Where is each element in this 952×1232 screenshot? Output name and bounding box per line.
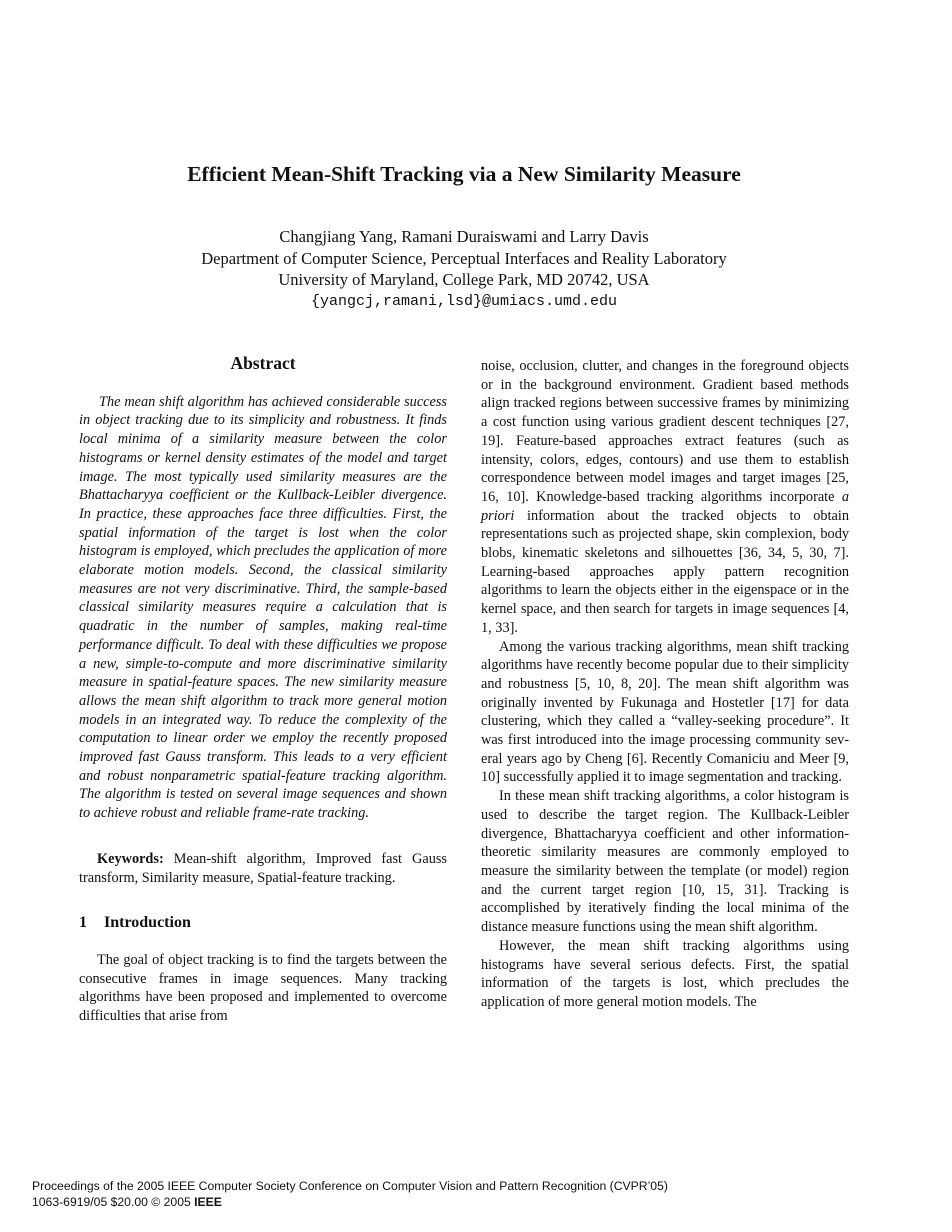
footer-copyright <box>32 1194 668 1210</box>
abstract-text: The mean shift algorithm has achieved considerable success in object tracking due to its simplicity and robustness. It finds local minima of a similarity measure between the color histograms or kernel density estimates of the model and target image. The most typically used similarity measures are the Bhattacharyya coefficient or the Kullback-Leibler divergence. In practice, these approaches face three difficulties. First, the spatial information of the target is lost when the color histogram is employed, which precludes the application of more elaborate motion models. Second, the classical similarity measures are not very discriminative. Third, the sample-based classical similarity measures require a calculation that is quadratic in the number of samples, making real-time performance difficult. To deal with these difficulties we propose a new, simple-to-compute and more discriminative similarity measure in spatial-feature spaces. The new similarity measure allows the mean shift algorithm to track more general motion models in an integrated way. To reduce the complexity of the computation to linear order we employ the recently proposed improved fast Gauss transform. This leads to a very efficient and robust nonparametric spatial-feature tracking algorithm. The algorithm is tested on several image sequences and shown to achieve robust and reliable frame-rate tracking. <box>79 393 447 822</box>
author-university: University of Maryland, College Park, MD 20742, USA <box>278 270 650 289</box>
intro-paragraph-2: Among the various tracking algorithms, mean shift tracking algorithms have recently become popular due to their simplicity and robustness [5, 10, 8, 20]. The mean shift algorithm was originally invented by Fukunaga and Hostetler [17] for data clustering, which they called a “valley-seeking procedure”. It was first introduced into the image processing community several years ago by Cheng [6]. Recently Comaniciu and Meer [9, 10] successfully applied it to image segmentation and tracking. <box>481 638 849 786</box>
text-run: information about the tracked objects to obtain representations such as projected shape, skin complexion, body blobs, kinematic skeletons and silhouettes [36, 34, 5, 30, 7]. Learning-based approaches apply pattern recognition algorithms to learn the objects either in the eigenspace or in the kernel space, and then search for targets in image sequences [4, 1, 33]. <box>481 507 849 636</box>
keywords-label: Keywords: <box>97 850 164 867</box>
emphasis-a-priori: a priori <box>481 488 849 524</box>
text-run: noise, occlusion, clutter, and changes in the foreground objects or in the background environment. Gradient based methods align tracked regions between successive frames by minimizing a cost function using various gradient descent techniques [27, 19]. Feature-based approaches extract features (such as intensity, colors, edges, contours) and use them to establish correspondence between model images and target images [25, 16, 10]. Knowledge-based tracking algorithms incorporate <box>481 358 849 505</box>
author-email: {yangcj,ramani,lsd}@umiacs.umd.edu <box>310 292 618 310</box>
left-column <box>79 354 447 1026</box>
paper-title: Efficient Mean-Shift Tracking via a New Similarity Measure <box>187 162 741 186</box>
ieee-logo-text: IEEE <box>194 1195 222 1209</box>
intro-paragraph-3: In these mean shift tracking algorithms, a color histogram is used to describe the target region. The Kullback-Leibler divergence, Bhattacharyya coefficient and other information-theoretic similarity measures are commonly employed to measure the similarity between the template (or model) region and the current target region [10, 15, 31]. Tracking is accomplished by iteratively finding the local minima of the distance measure functions using the mean shift algorithm. <box>481 788 849 936</box>
keywords <box>79 850 447 887</box>
abstract-heading: Abstract <box>230 353 296 373</box>
author-names: Changjiang Yang, Ramani Duraiswami and Larry Davis <box>279 227 649 246</box>
right-column <box>481 357 849 1012</box>
section-heading-introduction <box>79 914 447 933</box>
author-department: Department of Computer Science, Perceptual Interfaces and Reality Laboratory <box>201 248 727 268</box>
intro-paragraph-1: The goal of object tracking is to find the targets between the consecutive frames in image sequences. Many tracking algorithms have been proposed and implemented to overcome difficulties that arise from <box>79 951 447 1025</box>
page-footer <box>32 1178 668 1210</box>
section-title: Introduction <box>104 914 191 932</box>
intro-paragraph-1-continued <box>481 357 849 638</box>
intro-paragraph-4: However, the mean shift tracking algorithms using histograms have several serious defects. First, the spatial information of the targets is lost, which precludes the application of more general motion models. The <box>481 937 849 1010</box>
author-block <box>0 226 928 312</box>
keywords-text: Mean-shift algorithm, Improved fast Gauss transform, Similarity measure, Spatial-feature tracking. <box>79 850 447 886</box>
footer-proceedings: Proceedings of the 2005 IEEE Computer Society Conference on Computer Vision and Pattern Recognition (CVPR’05) <box>32 1179 668 1193</box>
section-number: 1 <box>79 914 87 932</box>
footer-copyright-text: 1063-6919/05 $20.00 © 2005 <box>32 1195 195 1209</box>
